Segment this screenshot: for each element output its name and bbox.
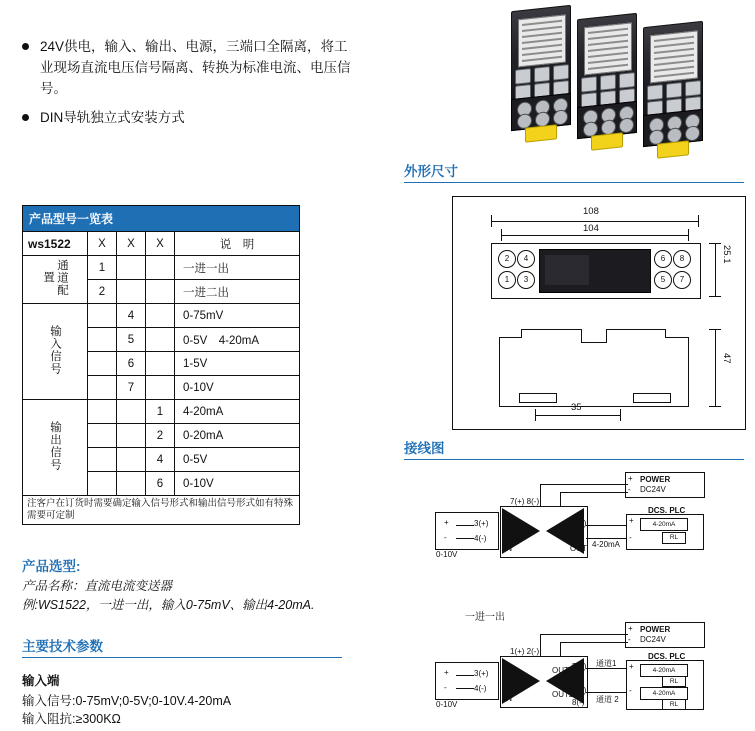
cell-x2: 6	[117, 352, 146, 376]
out2-label: OUT2	[552, 690, 574, 699]
source-plus: +	[444, 518, 449, 527]
cell-x2: 5	[117, 328, 146, 352]
product-module	[511, 5, 571, 143]
selection-example: 例:WS1522，一进一出，输入0-75mV、输出4-20mA.	[22, 598, 315, 612]
module-label	[518, 14, 566, 67]
channel-2-label: 通道 2	[596, 695, 619, 704]
cell-x1	[88, 304, 117, 328]
wiring-diagram-2	[400, 620, 755, 730]
power-label: POWER	[640, 475, 671, 484]
terminal-6: 6	[654, 250, 672, 268]
cell-x1	[88, 424, 117, 448]
dim-label-104: 104	[583, 223, 599, 234]
heading-outline-dimensions: 外形尺寸	[404, 164, 458, 179]
terminal-label-3p: 3(+)	[474, 669, 489, 678]
load-resistor-ch2: RL	[662, 699, 686, 710]
model-table-note: 注客户在订货时需要确定输入信号形式和输出信号形式如有特殊需要可定制	[23, 496, 300, 525]
terminal-2: 2	[498, 250, 516, 268]
side-view	[499, 329, 689, 407]
load-plus: +	[629, 662, 634, 671]
meter-reading-ch2: 4-20mA	[640, 687, 688, 700]
cell-x3	[146, 256, 175, 280]
model-table-title: 产品型号一览表	[23, 206, 300, 232]
selection-product-name: 产品名称：直流电流变送器	[22, 579, 173, 593]
wiring-caption-2: 一进一出	[465, 612, 505, 623]
power-plus: +	[628, 624, 633, 633]
heading-main-specs: 主要技术参数	[22, 639, 103, 654]
in-label: IN	[504, 544, 512, 553]
cell-x2: 4	[117, 304, 146, 328]
terminals-left	[497, 249, 535, 291]
out-label: OUT	[570, 544, 587, 553]
specs-line: 输入信号:0-75mV;0-5V;0-10V.4-20mA	[22, 694, 232, 708]
wiring-diagram-1	[400, 470, 755, 580]
terminal-8: 8	[673, 250, 691, 268]
cell-x2	[117, 448, 146, 472]
specs-line: 输入阻抗:≥300KΩ	[22, 712, 121, 726]
bullet-item: 24V供电，输入、输出、电源，三端口全隔离，将工业现场直流电压信号隔离、转换为标准电流、电压信号。	[22, 36, 352, 99]
divider	[404, 459, 744, 460]
module-label	[584, 22, 632, 75]
terminal-3: 3	[517, 271, 535, 289]
cell-x1	[88, 352, 117, 376]
cell-x1	[88, 328, 117, 352]
terminal-label-6m: 6(-)	[572, 534, 585, 543]
terminal-7: 7	[673, 271, 691, 289]
power-value: DC24V	[640, 635, 666, 644]
source-range: 0-10V	[436, 700, 458, 709]
terminal-label-4m: 4(-)	[474, 534, 487, 543]
cell-x1: 1	[88, 256, 117, 280]
in-label: IN	[504, 694, 512, 703]
cell-x2	[117, 400, 146, 424]
bullet-item: DIN导轨独立式安装方式	[22, 107, 352, 128]
cell-x2	[117, 472, 146, 496]
power-label: POWER	[640, 625, 671, 634]
module-body	[577, 13, 637, 113]
dim-label-108: 108	[583, 206, 599, 217]
product-photo-group	[505, 2, 750, 154]
module-body	[511, 5, 571, 105]
out1-label: OUT1	[552, 666, 574, 675]
divider	[22, 657, 342, 658]
cell-desc: 4-20mA	[175, 400, 300, 424]
power-minus: -	[628, 485, 631, 494]
cell-desc: 一进一出	[175, 256, 300, 280]
cell-x3: 6	[146, 472, 175, 496]
din-clip	[525, 124, 557, 142]
output-signal-label: 4-20mA	[592, 540, 621, 549]
specs-input-title: 输入端	[22, 674, 60, 688]
group-label-input-signal: 输入信号	[23, 304, 88, 400]
load-minus: -	[629, 686, 632, 695]
model-col-desc: 说 明	[175, 232, 300, 256]
terminals-right	[653, 249, 691, 291]
cell-x3	[146, 304, 175, 328]
load-resistor-ch1: RL	[662, 676, 686, 687]
cell-x3: 4	[146, 448, 175, 472]
cell-x1	[88, 472, 117, 496]
dim-line-104	[501, 235, 689, 236]
cell-x2: 7	[117, 376, 146, 400]
heading-product-selection: 产品选型:	[22, 559, 81, 574]
cell-x1: 2	[88, 280, 117, 304]
product-module	[577, 13, 637, 151]
cell-desc: 0-5V 4-20mA	[175, 328, 300, 352]
heading-wiring-diagram: 接线图	[404, 441, 445, 456]
load-plus: +	[629, 516, 634, 525]
source-minus: -	[444, 683, 447, 692]
cell-x2	[117, 256, 146, 280]
dim-label-35: 35	[571, 402, 582, 413]
load-minus: -	[629, 533, 632, 542]
power-minus: -	[628, 635, 631, 644]
cell-desc: 1-5V	[175, 352, 300, 376]
terminal-label-in-top: 1(+) 2(-)	[510, 647, 540, 656]
terminal-label-in-top: 7(+) 8(-)	[510, 497, 540, 506]
cell-x3	[146, 280, 175, 304]
cell-x1	[88, 376, 117, 400]
group-label-channel: 通道配置	[23, 256, 88, 304]
dcs-plc-label: DCS. PLC	[648, 652, 686, 661]
terminal-label-8m: 8(-)	[572, 698, 585, 707]
channel-1-label: 通道1	[596, 659, 617, 668]
cell-desc: 0-5V	[175, 448, 300, 472]
cell-desc: 0-10V	[175, 376, 300, 400]
power-plus: +	[628, 474, 633, 483]
cell-desc: 0-75mV	[175, 304, 300, 328]
cell-x3	[146, 352, 175, 376]
terminal-label-4m: 4(-)	[474, 684, 487, 693]
terminal-label-7p: 7(+)	[572, 686, 587, 695]
divider	[404, 182, 744, 183]
dim-line-35	[535, 415, 621, 416]
dim-line-25	[715, 243, 716, 297]
cell-x3: 1	[146, 400, 175, 424]
terminal-4: 4	[517, 250, 535, 268]
cell-x1	[88, 400, 117, 424]
cell-x2	[117, 424, 146, 448]
cell-desc: 一进二出	[175, 280, 300, 304]
din-clip	[657, 140, 689, 158]
terminal-5: 5	[654, 271, 672, 289]
dim-label-47: 47	[721, 353, 732, 364]
dimension-drawing	[452, 196, 746, 430]
source-minus: -	[444, 533, 447, 542]
product-module	[643, 21, 703, 159]
model-col-x1: X	[88, 232, 117, 256]
cell-x1	[88, 448, 117, 472]
model-code: ws1522	[23, 232, 88, 256]
cell-x3	[146, 376, 175, 400]
model-col-x3: X	[146, 232, 175, 256]
terminal-label-3p: 3(+)	[474, 519, 489, 528]
terminal-label-5p: 5(+)	[572, 519, 587, 528]
din-clip	[591, 132, 623, 150]
feature-bullets	[22, 36, 352, 128]
terminal-label-5p: 5(+)	[572, 662, 587, 671]
dim-line-108	[491, 221, 699, 222]
terminal-1: 1	[498, 271, 516, 289]
load-resistor-1: RL	[662, 532, 686, 544]
meter-reading-1: 4-20mA	[640, 518, 688, 531]
module-label	[650, 30, 698, 83]
power-value: DC24V	[640, 485, 666, 494]
source-range: 0-10V	[436, 550, 458, 559]
cell-x3: 2	[146, 424, 175, 448]
source-plus: +	[444, 668, 449, 677]
model-table	[22, 205, 300, 525]
module-body	[643, 21, 703, 121]
meter-reading-ch1: 4-20mA	[640, 664, 688, 677]
model-col-x2: X	[117, 232, 146, 256]
cell-desc: 0-10V	[175, 472, 300, 496]
cell-x2	[117, 280, 146, 304]
terminal-label-6m: 6(-)	[572, 674, 585, 683]
dim-line-47	[715, 329, 716, 407]
dcs-plc-label: DCS. PLC	[648, 506, 686, 515]
group-label-output-signal: 输出信号	[23, 400, 88, 496]
dim-label-25: 25.1	[721, 245, 732, 264]
cell-x3	[146, 328, 175, 352]
cell-desc: 0-20mA	[175, 424, 300, 448]
